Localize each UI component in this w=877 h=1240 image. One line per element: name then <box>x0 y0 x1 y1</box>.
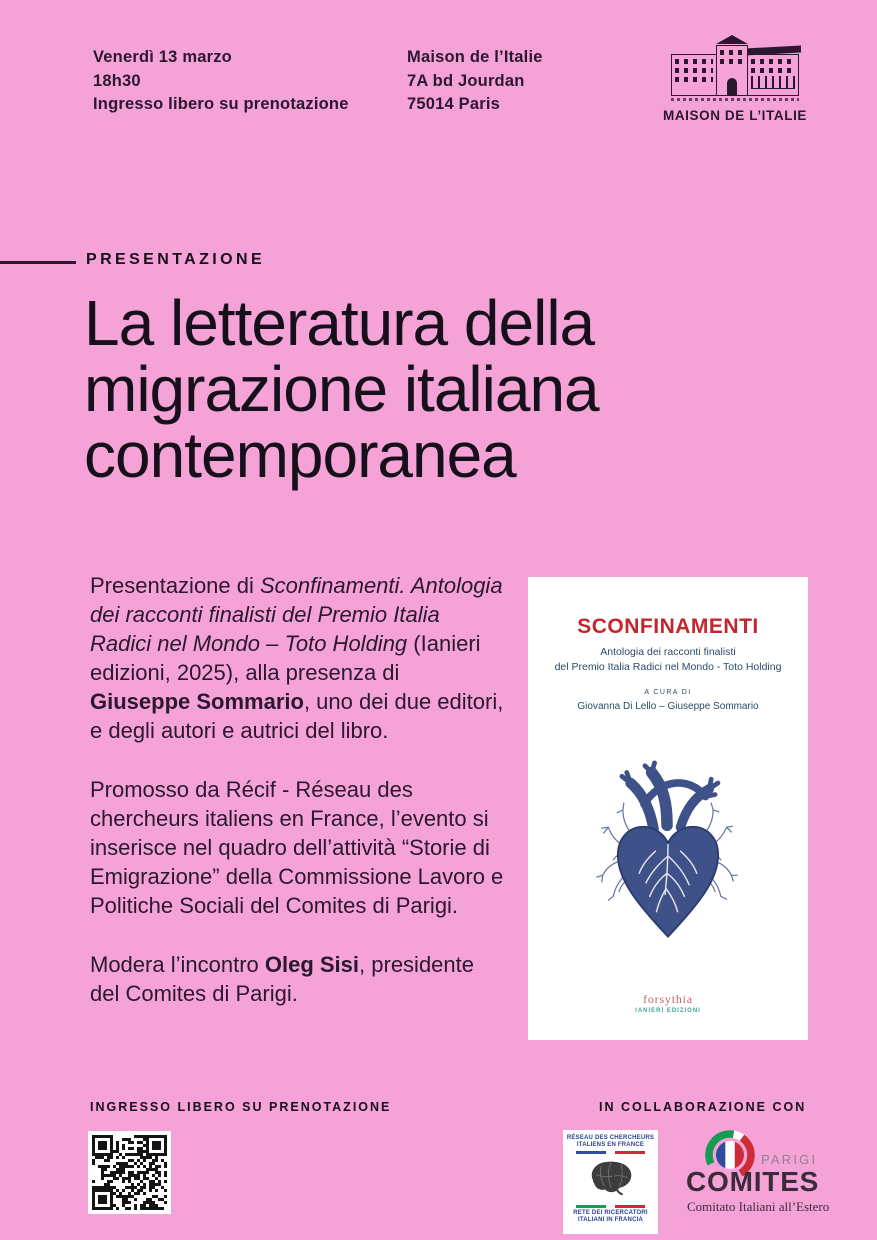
heart-illustration <box>595 760 741 957</box>
body-text <box>90 571 504 1038</box>
recif-bottom-line2: ITALIANI IN FRANCIA <box>577 1217 644 1223</box>
comites-tagline: Comitato Italiani all’Estero <box>687 1199 830 1214</box>
italian-flag-bars <box>565 1205 656 1208</box>
publisher-name: IANIERI EDIZIONI <box>635 1008 701 1014</box>
qr-pattern <box>92 1135 167 1210</box>
french-flag-bars <box>565 1151 656 1154</box>
title-line-2: migrazione italiana <box>84 353 599 425</box>
recif-top-line1: RÉSEAU DES CHERCHEURS <box>566 1135 655 1141</box>
comites-name: COMITES <box>686 1166 820 1197</box>
recif-bottom-line1: RETE DEI RICERCATORI <box>573 1210 648 1216</box>
title-line-1: La letteratura della <box>84 287 595 359</box>
event-info <box>93 46 349 117</box>
venue-info <box>407 46 543 117</box>
kicker-rule <box>0 261 76 264</box>
venue-city: 75014 Paris <box>407 95 501 113</box>
paragraph-promoters: Promosso da Récif - Réseau des chercheurs italiens en France, l’evento si inserisce nel quadro dell’attività “Storie di Emigrazione” della Commissione Lavoro e Politiche Sociali del Comites di Parigi. <box>90 777 504 918</box>
event-date: Venerdì 13 marzo <box>93 48 232 66</box>
venue-address: 7A bd Jourdan <box>407 71 525 90</box>
kicker-label: PRESENTAZIONE <box>86 251 266 268</box>
event-entry-note: Ingresso libero su prenotazione <box>93 95 349 113</box>
footer-entry-label: INGRESSO LIBERO SU PRENOTAZIONE <box>90 1100 392 1114</box>
footer-collab-label: IN COLLABORAZIONE CON <box>599 1100 807 1114</box>
book-cover <box>528 577 808 1040</box>
building-icon <box>671 38 799 102</box>
event-time: 18h30 <box>93 71 141 90</box>
book-curated-label: A CURA DI <box>644 689 692 696</box>
publisher-brand: forsythia <box>643 992 693 1006</box>
recif-logo <box>563 1130 658 1234</box>
maison-italie-label: MAISON DE L’ITALIE <box>662 108 808 123</box>
paragraph-moderator: Modera l’incontro Oleg Sisi, presidente del Comites di Parigi. <box>90 952 474 1006</box>
title-line-3: contemporanea <box>84 419 516 491</box>
book-title: SCONFINAMENTI <box>577 615 759 638</box>
maison-italie-logo <box>655 38 815 123</box>
comites-city-label: PARIGI <box>761 1152 818 1167</box>
recif-top-line2: ITALIENS EN FRANCE <box>576 1142 645 1148</box>
book-curators: Giovanna Di Lello – Giuseppe Sommario <box>577 701 759 712</box>
qr-code <box>88 1131 171 1214</box>
book-subtitle: Antologia dei racconti finalisti del Premio Italia Radici nel Mondo - Toto Holding <box>554 646 782 673</box>
poster-title <box>84 287 599 491</box>
brain-icon <box>586 1156 636 1198</box>
venue-name: Maison de l’Italie <box>407 48 543 66</box>
paragraph-presentation: Presentazione di Sconfinamenti. Antologia dei racconti finalisti del Premio Italia Radici nel Mondo – Toto Holding (Ianieri edizioni, 2025), alla presenza di Giuseppe Sommario, uno dei due editori, e degli autori e autrici del libro. <box>90 573 504 743</box>
